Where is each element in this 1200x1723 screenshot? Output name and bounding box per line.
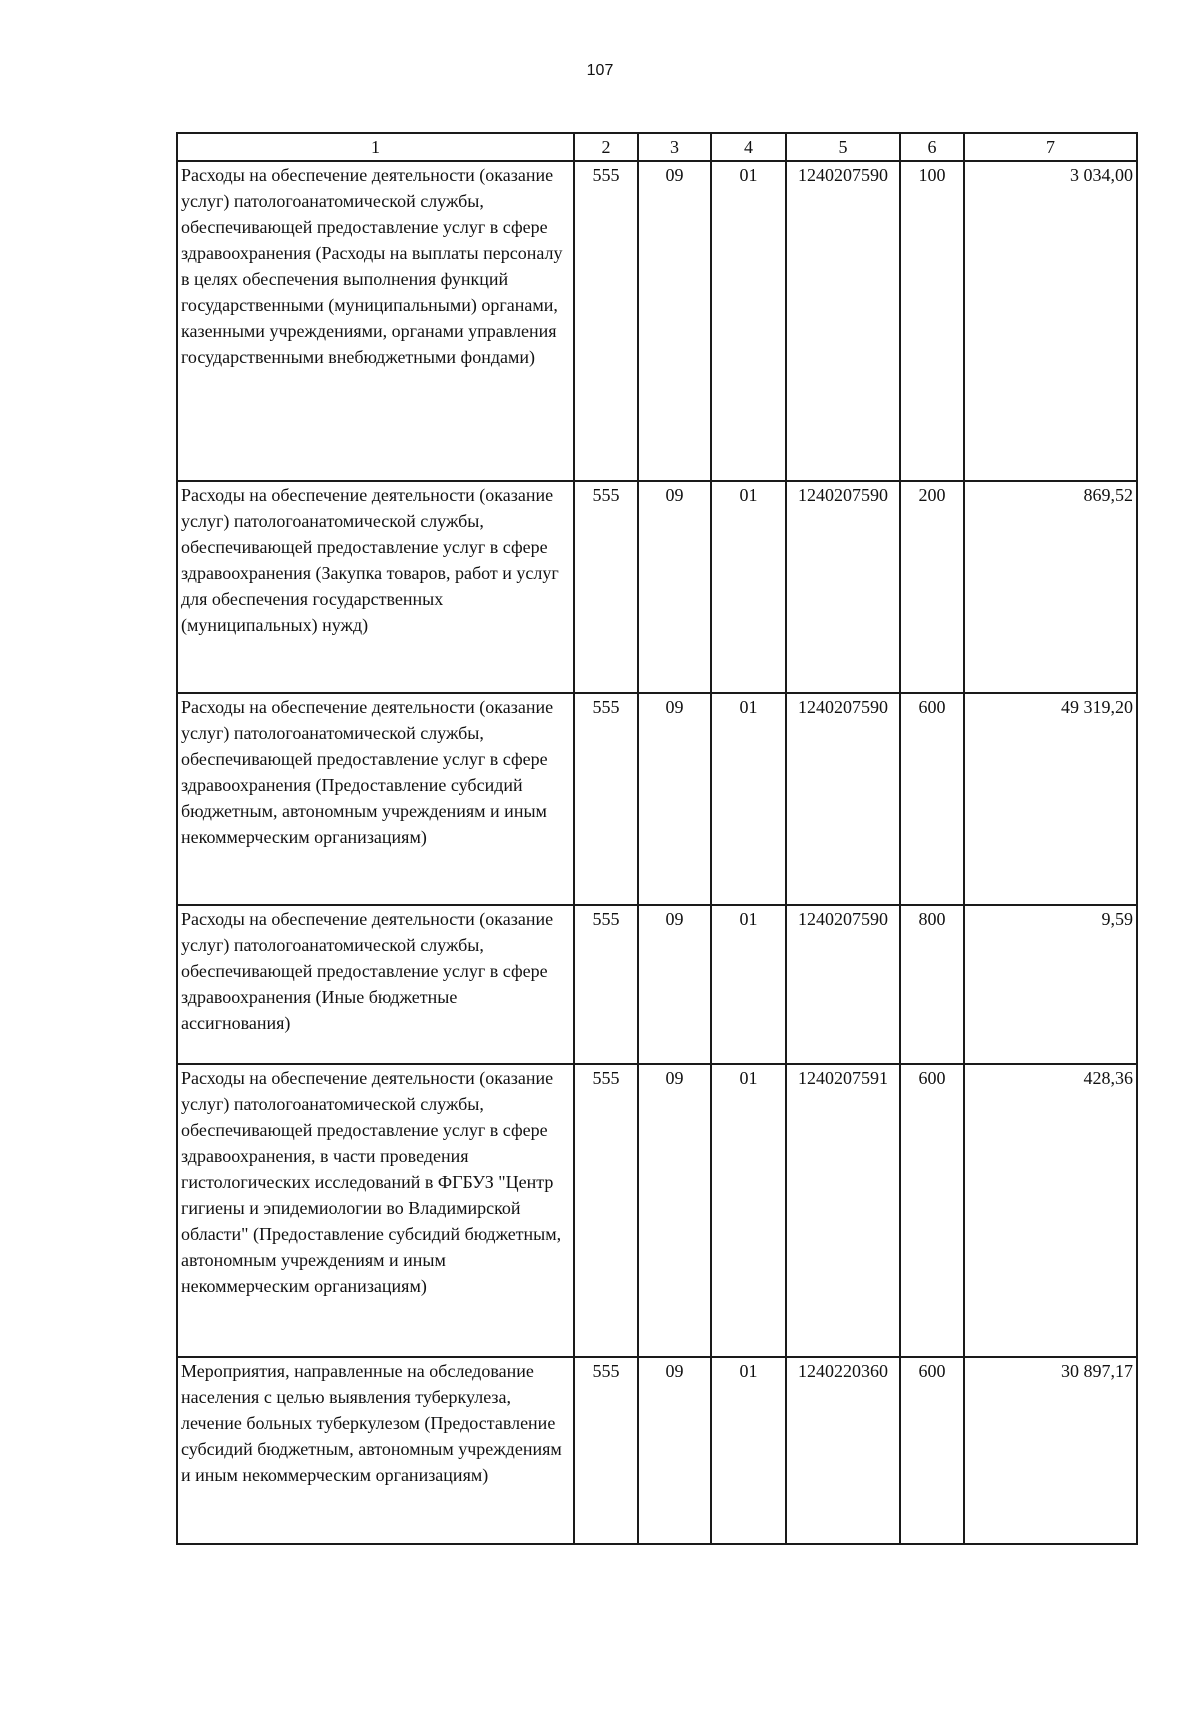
row-col-5: 1240207591: [786, 1064, 900, 1357]
row-col-2: 555: [574, 905, 638, 1064]
row-col-4: 01: [711, 693, 786, 905]
row-col-3: 09: [638, 1357, 711, 1544]
row-col-6: 600: [900, 1064, 964, 1357]
table-row: [177, 161, 1137, 481]
header-col-7: 7: [964, 133, 1137, 161]
row-col-6: 600: [900, 1357, 964, 1544]
header-col-3: 3: [638, 133, 711, 161]
row-col-4: 01: [711, 1064, 786, 1357]
row-col-6: 200: [900, 481, 964, 693]
header-col-1: 1: [177, 133, 574, 161]
row-col-5: 1240207590: [786, 161, 900, 481]
row-description: Расходы на обеспечение деятельности (оказание услуг) патологоанатомической службы, обеспечивающей предоставление услуг в сфере здравоохранения (Закупка товаров, работ и услуг для обеспечения государственных (муниципальных) нужд): [177, 481, 574, 693]
row-col-4: 01: [711, 905, 786, 1064]
table-row: [177, 481, 1137, 693]
header-col-2: 2: [574, 133, 638, 161]
row-col-3: 09: [638, 905, 711, 1064]
header-col-4: 4: [711, 133, 786, 161]
row-col-6: 100: [900, 161, 964, 481]
row-col-4: 01: [711, 161, 786, 481]
row-col-4: 01: [711, 481, 786, 693]
row-description: Расходы на обеспечение деятельности (оказание услуг) патологоанатомической службы, обеспечивающей предоставление услуг в сфере здравоохранения (Предоставление субсидий бюджетным, автономным учреждениям и иным некоммерческим организациям): [177, 693, 574, 905]
row-col-5: 1240207590: [786, 905, 900, 1064]
row-col-3: 09: [638, 481, 711, 693]
row-amount: 49 319,20: [964, 693, 1137, 905]
row-col-5: 1240220360: [786, 1357, 900, 1544]
table-row: [177, 1064, 1137, 1357]
table-row: [177, 905, 1137, 1064]
row-col-6: 600: [900, 693, 964, 905]
row-col-2: 555: [574, 481, 638, 693]
header-col-6: 6: [900, 133, 964, 161]
row-description: Расходы на обеспечение деятельности (оказание услуг) патологоанатомической службы, обеспечивающей предоставление услуг в сфере здравоохранения (Расходы на выплаты персоналу в целях обеспечения выполнения функций государственными (муниципальными) органами, казенными учреждениями, органами управления государственными внебюджетными фондами): [177, 161, 574, 481]
row-col-6: 800: [900, 905, 964, 1064]
row-amount: 30 897,17: [964, 1357, 1137, 1544]
row-description: Расходы на обеспечение деятельности (оказание услуг) патологоанатомической службы, обеспечивающей предоставление услуг в сфере здравоохранения, в части проведения гистологических исследований в ФГБУЗ "Центр гигиены и эпидемиологии во Владимирской области" (Предоставление субсидий бюджетным, автономным учреждениям и иным некоммерческим организациям): [177, 1064, 574, 1357]
budget-table: [176, 132, 1138, 1545]
row-col-2: 555: [574, 1064, 638, 1357]
table-row: [177, 693, 1137, 905]
row-col-3: 09: [638, 693, 711, 905]
row-amount: 3 034,00: [964, 161, 1137, 481]
table-row: [177, 1357, 1137, 1544]
row-col-5: 1240207590: [786, 481, 900, 693]
row-amount: 428,36: [964, 1064, 1137, 1357]
row-col-2: 555: [574, 161, 638, 481]
row-description: Мероприятия, направленные на обследование населения с целью выявления туберкулеза, лечение больных туберкулезом (Предоставление субсидий бюджетным, автономным учреждениям и иным некоммерческим организациям): [177, 1357, 574, 1544]
row-col-2: 555: [574, 1357, 638, 1544]
row-col-3: 09: [638, 1064, 711, 1357]
page-number: 107: [586, 62, 614, 79]
row-col-3: 09: [638, 161, 711, 481]
row-col-5: 1240207590: [786, 693, 900, 905]
row-description: Расходы на обеспечение деятельности (оказание услуг) патологоанатомической службы, обеспечивающей предоставление услуг в сфере здравоохранения (Иные бюджетные ассигнования): [177, 905, 574, 1064]
row-col-2: 555: [574, 693, 638, 905]
header-col-5: 5: [786, 133, 900, 161]
row-amount: 869,52: [964, 481, 1137, 693]
row-amount: 9,59: [964, 905, 1137, 1064]
header-row: [177, 133, 1137, 161]
row-col-4: 01: [711, 1357, 786, 1544]
